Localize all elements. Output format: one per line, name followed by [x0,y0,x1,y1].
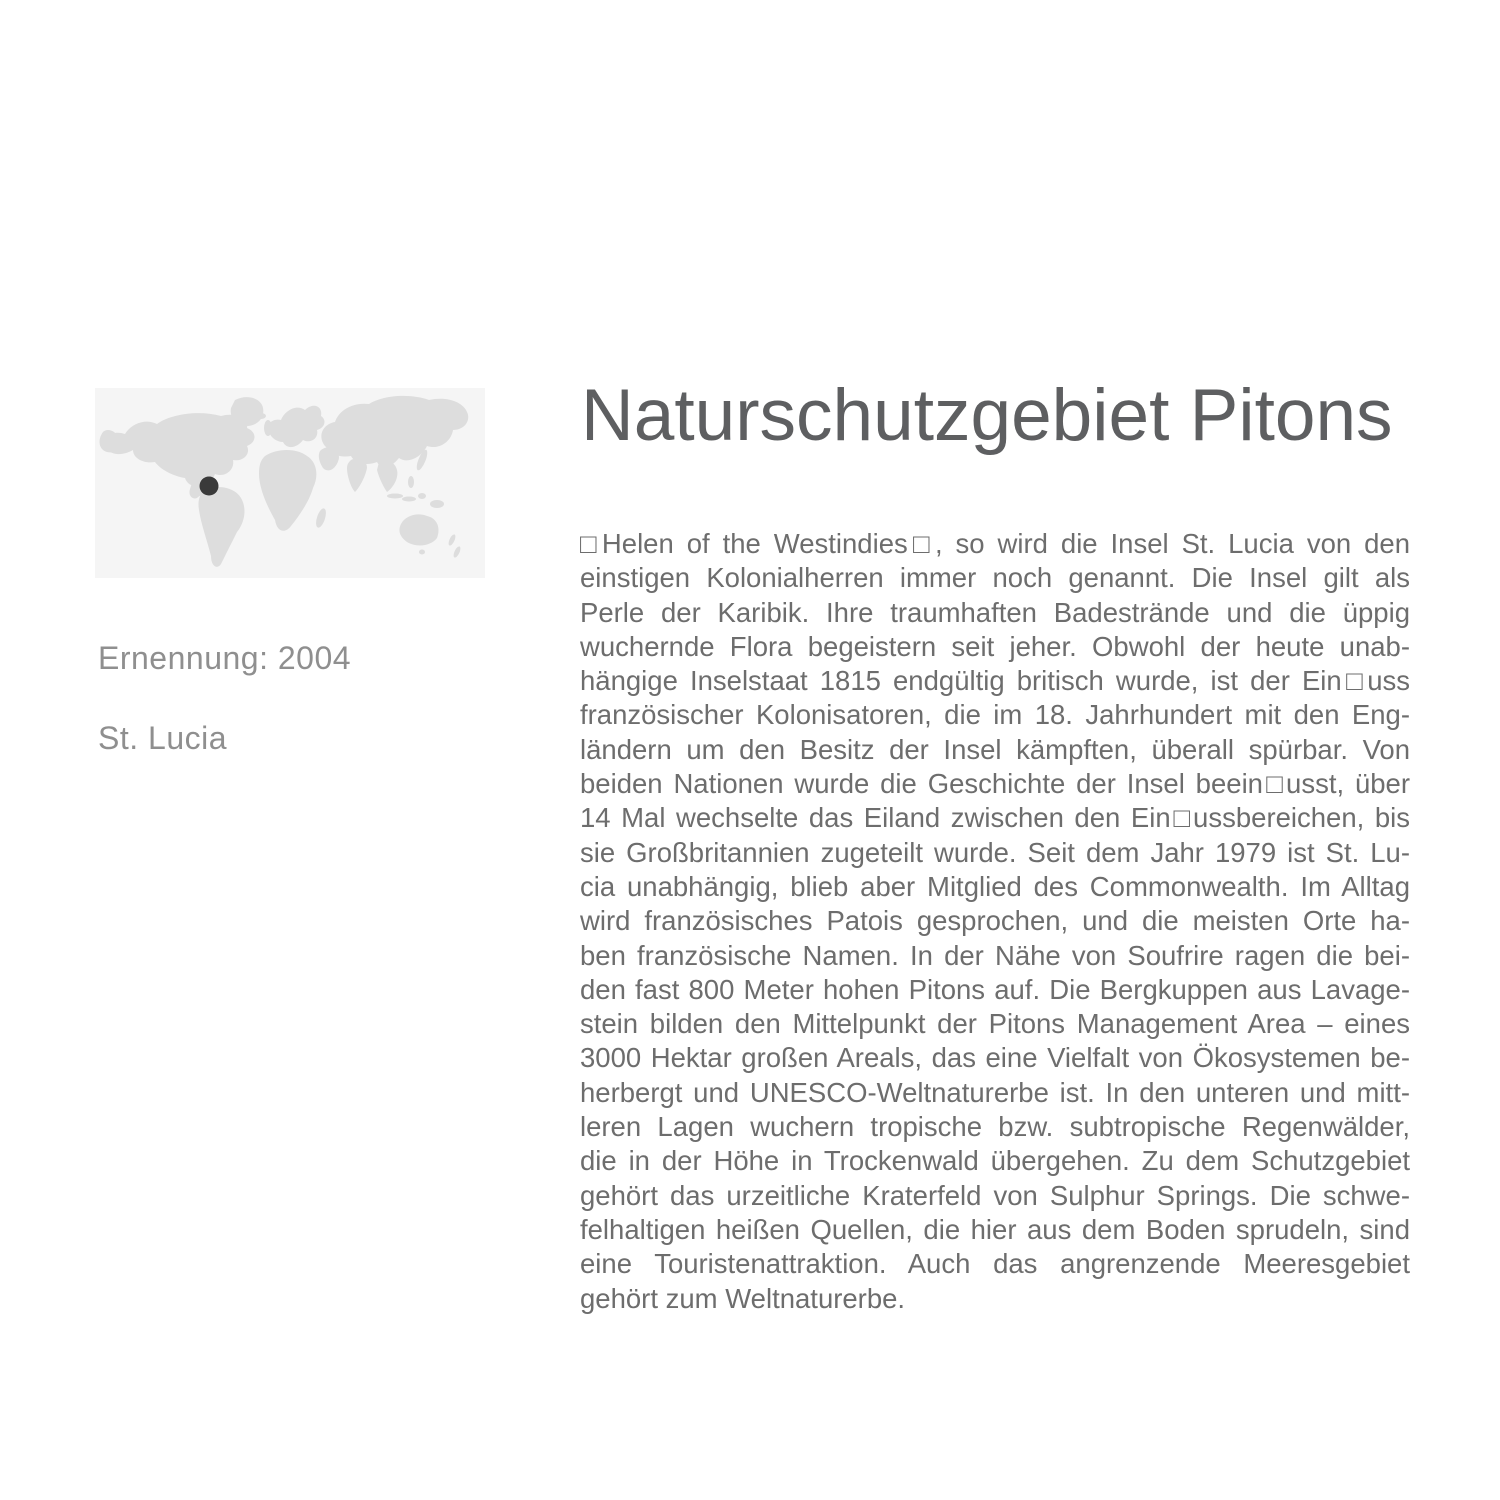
body-line: den fast 800 Meter hohen Pitons auf. Die Bergkuppen aus Lavage- [580,973,1410,1005]
body-line: Perle der Karibik. Ihre traumhaften Badestrände und die üppig [580,596,1410,628]
body-line: gehört das urzeitliche Kraterfeld von Sulphur Springs. Die schwe- [580,1179,1410,1211]
body-line: einstigen Kolonialherren immer noch genannt. Die Insel gilt als [580,562,1410,594]
body-line: französischer Kolonisatoren, die im 18. Jahrhundert mit den Eng- [580,699,1410,731]
body-line: die in der Höhe in Trockenwald übergehen. Zu dem Schutzgebiet [580,1145,1410,1177]
body-line: hängige Inselstaat 1815 endgültig britisch wurde, ist der Ein□uss [580,665,1410,697]
body-line: gehört zum Weltnaturerbe. [580,1282,906,1314]
world-map-svg [95,388,485,578]
country-label: St. Lucia [98,720,228,756]
article-body [580,527,1410,1316]
body-line: cia unabhängig, blieb aber Mitglied des Commonwealth. Im Alltag [580,870,1410,902]
designation-label: Ernennung: 2004 [98,640,352,676]
body-line: leren Lagen wuchern tropische bzw. subtropische Regenwälder, [580,1111,1410,1143]
body-line: ben französische Namen. In der Nähe von Soufrire ragen die bei- [580,939,1410,971]
body-line: 3000 Hektar großen Areals, das eine Vielfalt von Ökosystemen be- [580,1042,1410,1074]
body-line: felhaltigen heißen Quellen, die hier aus dem Boden sprudeln, sind [580,1213,1410,1245]
body-line: wird französisches Patois gesprochen, und die meisten Orte ha- [580,905,1410,937]
body-line: ländern um den Besitz der Insel kämpften, überall spürbar. Von [580,733,1410,765]
body-line: wuchernde Flora begeistern seit jeher. Obwohl der heute unab- [580,630,1410,662]
body-line: beiden Nationen wurde die Geschichte der Insel beein□usst, über [580,768,1410,800]
body-line: eine Touristenattraktion. Auch das angrenzende Meeresgebiet [580,1248,1410,1280]
body-line: □Helen of the Westindies□, so wird die Insel St. Lucia von den [580,528,1410,559]
world-map [95,388,485,578]
location-marker-icon [200,477,219,496]
body-line: sie Großbritannien zugeteilt wurde. Seit dem Jahr 1979 ist St. Lu- [580,836,1410,868]
body-line: 14 Mal wechselte das Eiland zwischen den Ein□ussbereichen, bis [580,802,1410,834]
page-title: Naturschutzgebiet Pitons [581,375,1393,456]
body-line: stein bilden den Mittelpunkt der Pitons Management Area – eines [580,1008,1410,1040]
body-line: herbergt und UNESCO-Weltnaturerbe ist. In den unteren und mitt- [580,1076,1410,1108]
